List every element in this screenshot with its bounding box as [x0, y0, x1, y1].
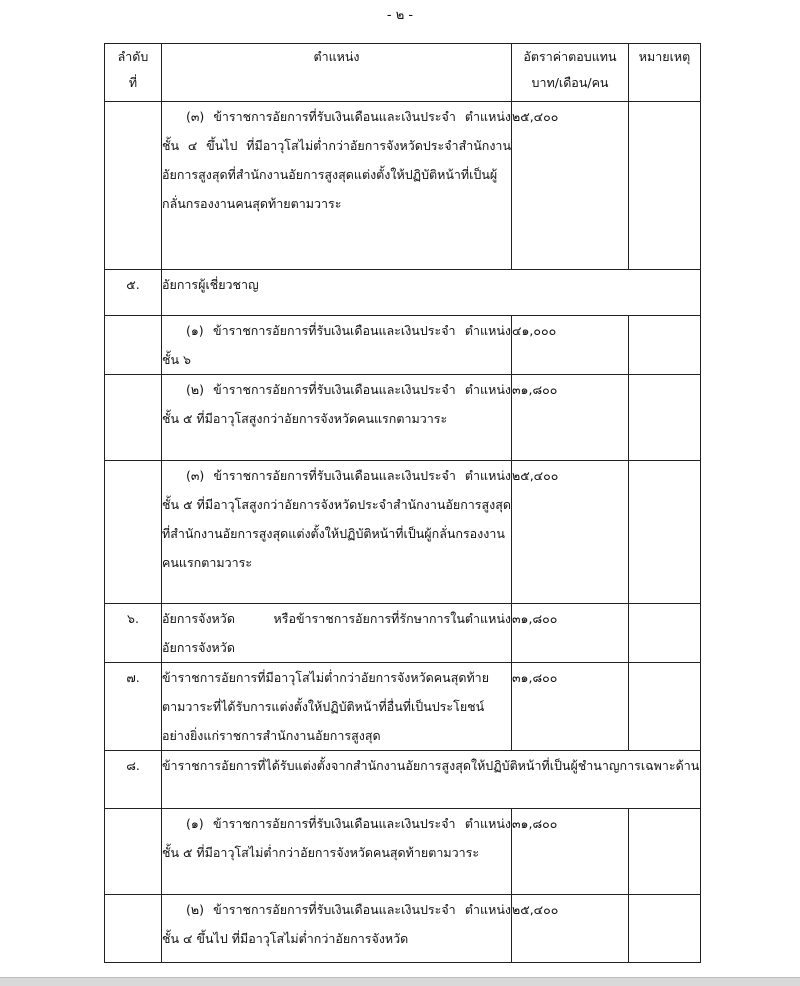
- position-text: [162, 316, 512, 375]
- table-row: [105, 604, 701, 663]
- note-cell: [629, 375, 701, 461]
- position-text: [162, 375, 512, 461]
- table-row: [105, 809, 701, 895]
- position-text: [162, 102, 512, 270]
- rate-value: ๒๕,๔๐๐: [512, 895, 629, 963]
- header-note: หมายเหตุ: [629, 44, 701, 102]
- header-no-text: ลำดับ ที่: [117, 49, 149, 90]
- position-rest: ตำแหน่งชั้น ๕ ที่มีอาวุโสไม่ต่ำกว่าอัยการจังหวัดคนสุดท้ายตามวาระ: [162, 816, 511, 860]
- position-lead: (๒) ข้าราชการอัยการที่รับเงินเดือนและเงินประจำ: [186, 902, 456, 917]
- position-text: [162, 809, 512, 895]
- rate-value: ๓๑,๘๐๐: [512, 375, 629, 461]
- row-number: ๖.: [105, 604, 162, 663]
- rate-value: ๒๕,๔๐๐: [512, 102, 629, 270]
- table-row: [105, 895, 701, 963]
- table-row: [105, 461, 701, 604]
- row-number: [105, 316, 162, 375]
- header-rate-text: อัตราค่าตอบแทน บาท/เดือน/คน: [523, 49, 617, 90]
- row-number: [105, 375, 162, 461]
- note-cell: [629, 809, 701, 895]
- position-text: อัยการจังหวัด หรือข้าราชการอัยการที่รักษาการในตำแหน่งอัยการจังหวัด: [162, 604, 512, 663]
- window-bottom-bar: [0, 977, 800, 986]
- position-text: ข้าราชการอัยการที่มีอาวุโสไม่ต่ำกว่าอัยการจังหวัดคนสุดท้ายตามวาระที่ได้รับการแต่งตั้งให้ปฏิบัติหน้าที่อื่นที่เป็นประโยชน์อย่างยิ่งแก่ราชการสำนักงานอัยการสูงสุด: [162, 663, 512, 751]
- position-lead: (๑) ข้าราชการอัยการที่รับเงินเดือนและเงินประจำ: [186, 323, 456, 338]
- position-text: [162, 461, 512, 604]
- note-cell: [629, 461, 701, 604]
- note-cell: [629, 102, 701, 270]
- note-cell: [629, 316, 701, 375]
- row-number: ๕.: [105, 270, 162, 316]
- position-rest: ตำแหน่งชั้น ๔ ขึ้นไป ที่มีอาวุโสไม่ต่ำกว่าอัยการจังหวัดประจำสำนักงานอัยการสูงสุดที่สำนักงานอัยการสูงสุดแต่งตั้งให้ปฏิบัติหน้าที่เป็นผู้กลั่นกรองงานคนสุดท้ายตามวาระ: [162, 109, 511, 211]
- position-lead: (๑) ข้าราชการอัยการที่รับเงินเดือนและเงินประจำ: [186, 816, 456, 831]
- row-number: [105, 809, 162, 895]
- rate-value: ๓๑,๘๐๐: [512, 663, 629, 751]
- table-row: [105, 663, 701, 751]
- header-position: ตำแหน่ง: [162, 44, 512, 102]
- table-row: [105, 270, 701, 316]
- table-row: [105, 102, 701, 270]
- rate-value: ๓๑,๘๐๐: [512, 604, 629, 663]
- row-number: [105, 895, 162, 963]
- position-lead: (๓) ข้าราชการอัยการที่รับเงินเดือนและเงินประจำ: [186, 109, 456, 124]
- table-row: [105, 316, 701, 375]
- table-header-row: [105, 44, 701, 102]
- row-number: ๘.: [105, 751, 162, 809]
- row-number: [105, 102, 162, 270]
- header-rate: [512, 44, 629, 102]
- header-no: [105, 44, 162, 102]
- note-cell: [629, 663, 701, 751]
- position-lead: (๓) ข้าราชการอัยการที่รับเงินเดือนและเงินประจำ: [186, 468, 456, 483]
- rate-value: ๒๕,๔๐๐: [512, 461, 629, 604]
- position-lead: (๒) ข้าราชการอัยการที่รับเงินเดือนและเงินประจำ: [186, 382, 456, 397]
- group-heading: อัยการผู้เชี่ยวชาญ: [162, 270, 701, 316]
- position-rest: ตำแหน่งชั้น ๔ ขึ้นไป ที่มีอาวุโสไม่ต่ำกว่าอัยการจังหวัด: [162, 902, 511, 946]
- position-rest: ตำแหน่งชั้น ๕ ที่มีอาวุโสสูงกว่าอัยการจังหวัดประจำสำนักงานอัยการสูงสุดที่สำนักงานอัยการสูงสุดแต่งตั้งให้ปฏิบัติหน้าที่เป็นผู้กลั่นกรองงานคนแรกตามวาระ: [162, 468, 511, 570]
- rate-value: ๓๑,๘๐๐: [512, 809, 629, 895]
- compensation-table: [104, 43, 701, 963]
- position-rest: ตำแหน่งชั้น ๖: [162, 323, 511, 367]
- row-number: [105, 461, 162, 604]
- note-cell: [629, 604, 701, 663]
- row-number: ๗.: [105, 663, 162, 751]
- note-cell: [629, 895, 701, 963]
- position-text: [162, 895, 512, 963]
- table-row: [105, 751, 701, 809]
- table-row: [105, 375, 701, 461]
- page-number: - ๒ -: [386, 8, 414, 23]
- rate-value: ๔๑,๐๐๐: [512, 316, 629, 375]
- position-rest: ตำแหน่งชั้น ๕ ที่มีอาวุโสสูงกว่าอัยการจังหวัดคนแรกตามวาระ: [162, 382, 511, 426]
- group-heading: ข้าราชการอัยการที่ได้รับแต่งตั้งจากสำนักงานอัยการสูงสุดให้ปฏิบัติหน้าที่เป็นผู้ชำนาญการเฉพาะด้าน: [162, 751, 701, 809]
